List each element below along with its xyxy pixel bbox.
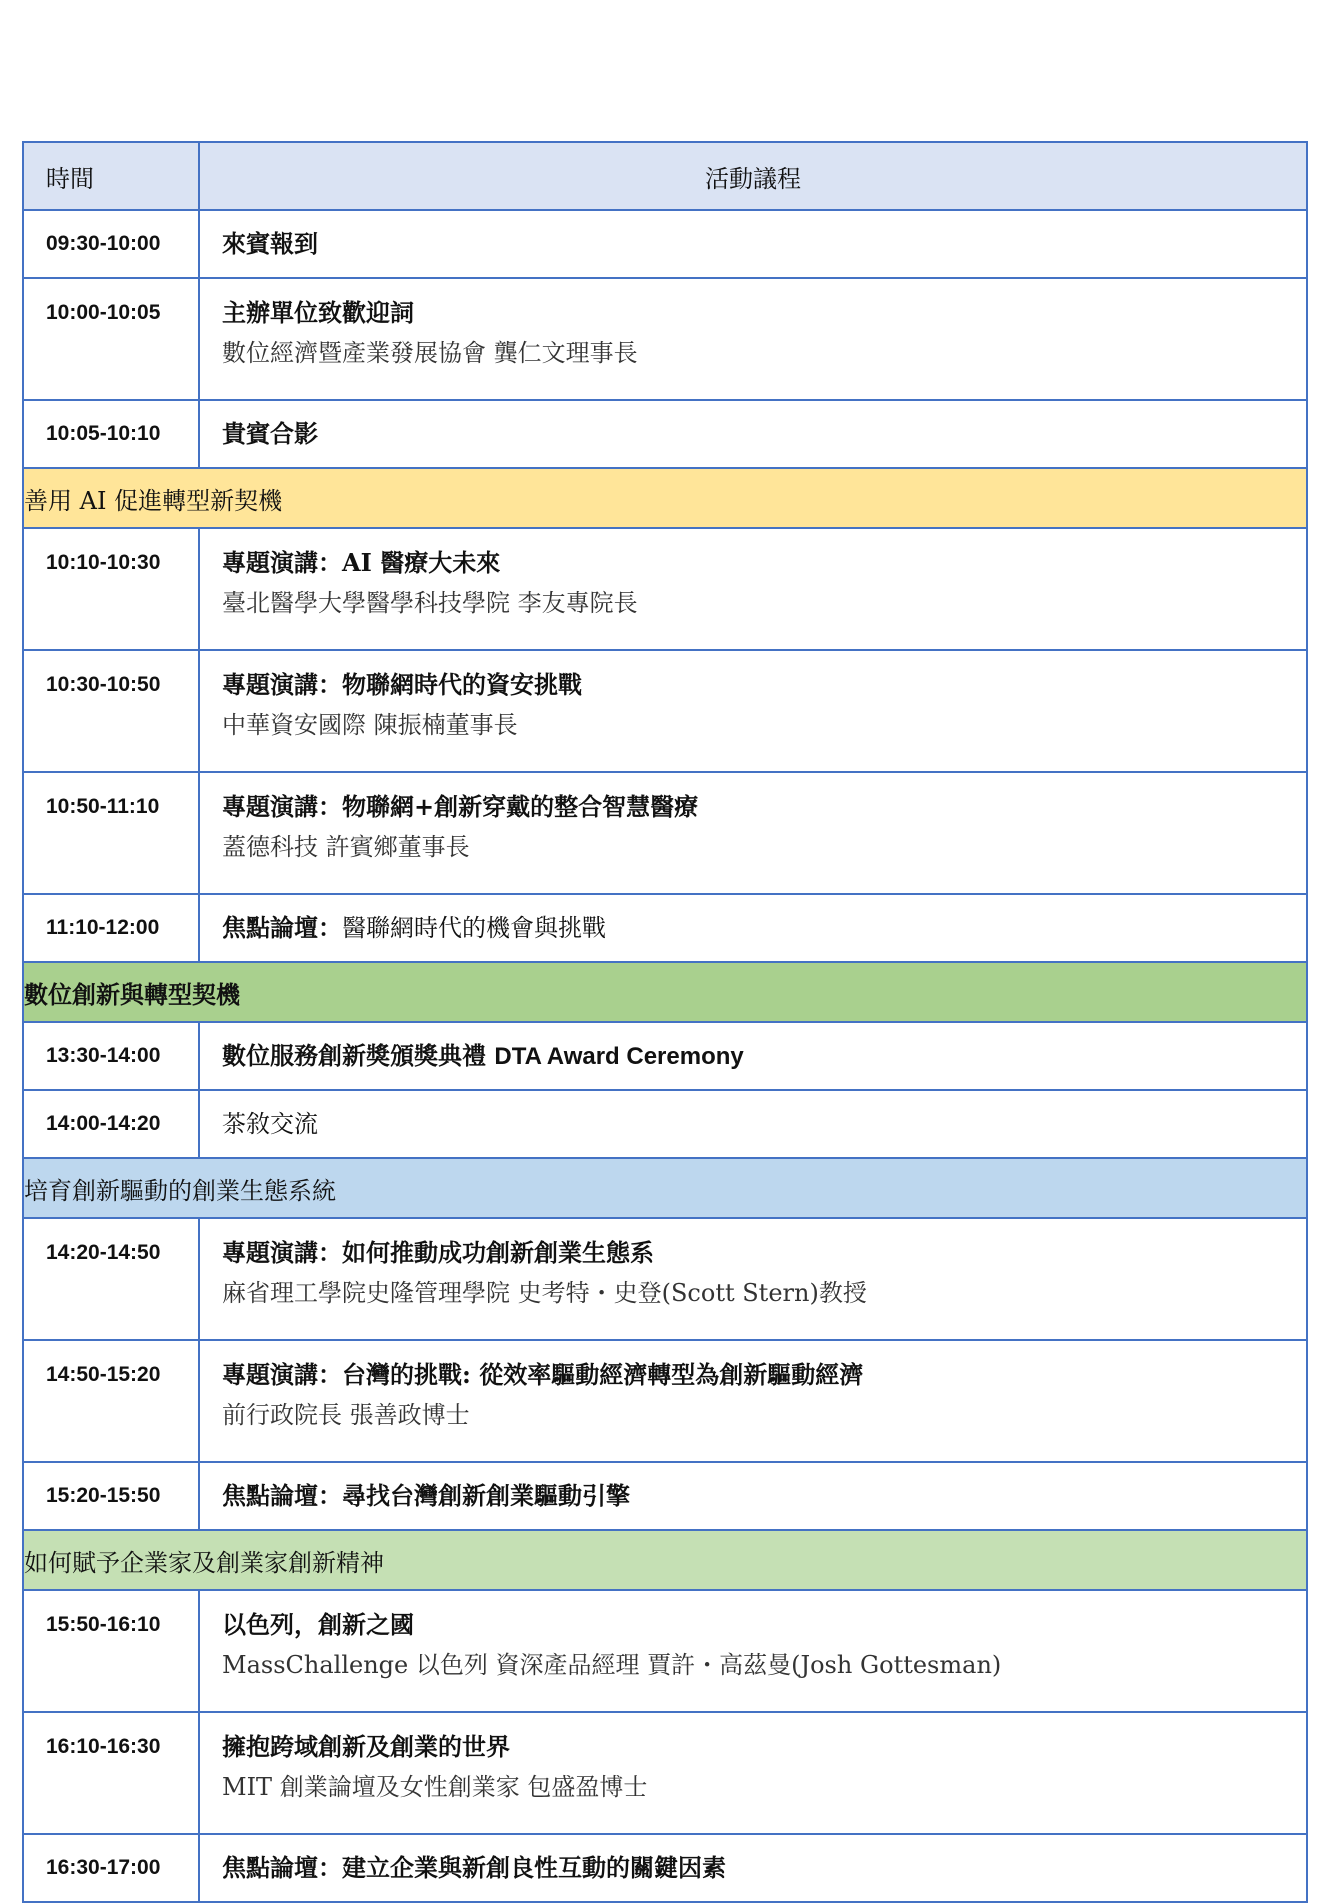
time-cell: 10:05-10:10 (23, 400, 199, 468)
activity-cell (199, 400, 1307, 468)
table-row (23, 1590, 1307, 1712)
activity-cell (199, 278, 1307, 400)
section-row (23, 1158, 1307, 1218)
activity-cell (199, 1340, 1307, 1462)
section-row (23, 962, 1307, 1022)
speaker-info: MassChallenge 以色列 資深產品經理 賈許・高茲曼(Josh Gottesman) (222, 1651, 1002, 1679)
table-row (23, 278, 1307, 400)
header-time: 時間 (23, 142, 199, 210)
time-cell: 15:50-16:10 (23, 1590, 199, 1712)
activity-title-bold: 焦點論壇： (222, 913, 342, 942)
time-cell: 10:30-10:50 (23, 650, 199, 772)
activity-title-rest: 醫聯網時代的機會與挑戰 (342, 914, 606, 942)
agenda-table (22, 141, 1308, 1903)
table-row (23, 772, 1307, 894)
activity-title: 擁抱跨域創新及創業的世界 (222, 1732, 510, 1761)
activity-cell (199, 1590, 1307, 1712)
activity-cell (199, 894, 1307, 962)
activity-title: 專題演講：AI 醫療大未來 (222, 548, 501, 577)
activity-title: 焦點論壇：尋找台灣創新創業驅動引擎 (222, 1481, 630, 1510)
speaker-info: 中華資安國際 陳振楠董事長 (222, 711, 518, 739)
activity-cell (199, 1834, 1307, 1902)
section-title: 善用 AI 促進轉型新契機 (23, 468, 1307, 528)
activity-title-zh: 數位服務創新獎頒獎典禮 (222, 1040, 486, 1070)
activity-title: 來賓報到 (222, 229, 318, 258)
time-cell: 10:00-10:05 (23, 278, 199, 400)
time-cell: 15:20-15:50 (23, 1462, 199, 1530)
activity-cell (199, 1712, 1307, 1834)
speaker-info: 臺北醫學大學醫學科技學院 李友專院長 (222, 589, 638, 617)
activity-title: 主辦單位致歡迎詞 (222, 298, 414, 327)
time-cell: 14:00-14:20 (23, 1090, 199, 1158)
activity-title (222, 908, 1306, 948)
time-cell: 13:30-14:00 (23, 1022, 199, 1090)
time-cell: 10:10-10:30 (23, 528, 199, 650)
table-header (23, 142, 1307, 210)
activity-cell (199, 1090, 1307, 1158)
activity-cell (199, 1462, 1307, 1530)
table-row (23, 650, 1307, 772)
table-row (23, 1022, 1307, 1090)
header-activity: 活動議程 (199, 142, 1307, 210)
activity-cell (199, 528, 1307, 650)
activity-title: 專題演講：如何推動成功創新創業生態系 (222, 1238, 654, 1267)
time-cell: 09:30-10:00 (23, 210, 199, 278)
table-row (23, 1462, 1307, 1530)
section-title: 數位創新與轉型契機 (23, 962, 1307, 1022)
table-row (23, 1712, 1307, 1834)
time-cell: 10:50-11:10 (23, 772, 199, 894)
activity-cell (199, 772, 1307, 894)
table-row (23, 894, 1307, 962)
activity-title: 專題演講：物聯網+創新穿戴的整合智慧醫療 (222, 792, 699, 821)
activity-title: 貴賓合影 (222, 419, 318, 448)
activity-cell (199, 1218, 1307, 1340)
activity-title-en: DTA Award Ceremony (494, 1042, 744, 1070)
activity-title: 專題演講：物聯網時代的資安挑戰 (222, 670, 582, 699)
table-row (23, 400, 1307, 468)
speaker-info: 數位經濟暨產業發展協會 龔仁文理事長 (222, 339, 638, 367)
activity-cell (199, 210, 1307, 278)
speaker-info: 前行政院長 張善政博士 (222, 1401, 470, 1429)
section-title: 如何賦予企業家及創業家創新精神 (23, 1530, 1307, 1590)
speaker-info: MIT 創業論壇及女性創業家 包盛盈博士 (222, 1773, 648, 1801)
time-cell: 14:20-14:50 (23, 1218, 199, 1340)
activity-title: 以色列，創新之國 (222, 1610, 414, 1639)
section-title: 培育創新驅動的創業生態系統 (23, 1158, 1307, 1218)
table-row (23, 210, 1307, 278)
activity-title (222, 1036, 1306, 1077)
time-cell: 16:10-16:30 (23, 1712, 199, 1834)
time-cell: 14:50-15:20 (23, 1340, 199, 1462)
table-row (23, 528, 1307, 650)
speaker-info: 麻省理工學院史隆管理學院 史考特・史登(Scott Stern)教授 (222, 1279, 867, 1307)
time-cell: 16:30-17:00 (23, 1834, 199, 1902)
activity-cell (199, 650, 1307, 772)
speaker-info: 蓋德科技 許賓鄉董事長 (222, 833, 470, 861)
section-row (23, 1530, 1307, 1590)
table-row (23, 1340, 1307, 1462)
activity-title: 茶敘交流 (222, 1110, 318, 1138)
table-row (23, 1218, 1307, 1340)
section-row (23, 468, 1307, 528)
table-row (23, 1090, 1307, 1158)
time-cell: 11:10-12:00 (23, 894, 199, 962)
activity-title: 焦點論壇：建立企業與新創良性互動的關鍵因素 (222, 1853, 726, 1882)
activity-title: 專題演講：台灣的挑戰: 從效率驅動經濟轉型為創新驅動經濟 (222, 1360, 864, 1389)
table-row (23, 1834, 1307, 1902)
activity-cell (199, 1022, 1307, 1090)
